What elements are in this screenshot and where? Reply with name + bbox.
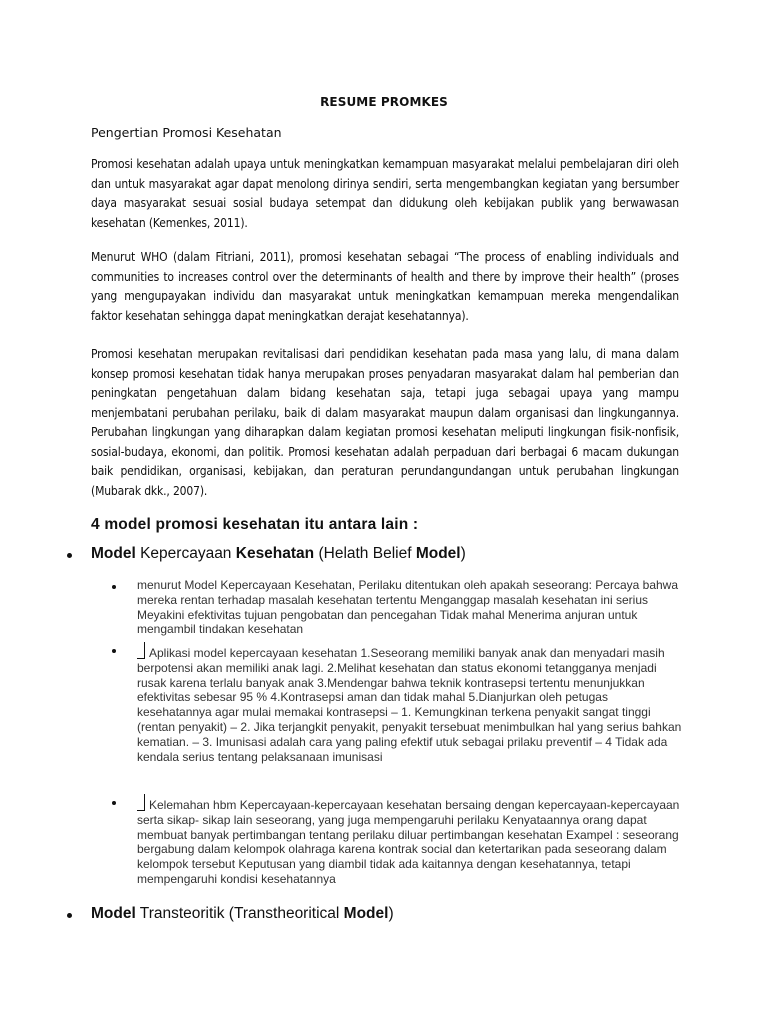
list-item-body [137, 642, 682, 764]
bracket-icon [137, 642, 145, 659]
section-subtitle: Pengertian Promosi Kesehatan [91, 125, 282, 140]
bullet-icon [67, 913, 72, 918]
model-word-bold: Model [415, 545, 461, 562]
list-item-body [137, 794, 682, 887]
bullet-icon [112, 585, 116, 589]
model-word-bold: Model [343, 905, 389, 922]
model-heading-text [91, 905, 394, 923]
model-word: Transteoritik (Transtheoritical [135, 905, 344, 922]
model-word: ) [460, 545, 466, 562]
paragraph-1: Promosi kesehatan adalah upaya untuk meningkatkan kemampuan masyarakat melalui pembelajaran diri oleh dan untuk masyarakat agar dapat menolong dirinya sendiri, serta mengembangkan kegiatan yang bersumber daya masyarakat sesuai sosial budaya setempat dan didukung oleh kebijakan publik yang berwawasan kesehatan (Kemenkes, 2011). [91, 157, 679, 230]
model-word-bold: Model [91, 905, 136, 922]
list-item-text: Kelemahan hbm Kepercayaan-kepercayaan kesehatan bersaing dengan kepercayaan-kepercayaan serta sikap- sikap lain seseorang, yang juga mempengaruhi perilaku Kenyataannya orang dapat membuat banyak pertimbangan tentang perilaku diluar pertimbangan kesehatan Exampel : seseorang bergabung dalam kelompok olahraga karena kontrak social dan ketertarikan pada seseorang dalam kelompok tersebut Keputusan yang diambil tidak ada kaitannya dengan kesehatannya, tetapi mempengaruhi kondisi kesehatannya [137, 798, 680, 886]
model-word: Kepercayaan [135, 545, 236, 562]
paragraph-2: Menurut WHO (dalam Fitriani, 2011), promosi kesehatan sebagai “The process of enabling individuals and communities to increases control over the determinants of health and there by improve their health” (proses yang mengupayakan individu dan masyarakat untuk meningkatkan kemampuan mereka mengendalikan faktor kesehatan sehingga dapat meningkatkan derajat kesehatannya). [91, 250, 679, 323]
model-word: (Helath Belief [314, 545, 416, 562]
model-heading-text [91, 545, 466, 563]
model-word: ) [388, 905, 394, 922]
document-title: RESUME PROMKES [320, 95, 448, 109]
bracket-icon [137, 794, 145, 811]
model-word-bold: Kesehatan [235, 545, 315, 562]
list-item-text: Aplikasi model kepercayaan kesehatan 1.Seseorang memiliki banyak anak dan menyadari masih berpotensi akan memiliki anak lagi. 2.Melihat kesehatan dan status ekonomi tetangganya menjadi rusak karena terlalu banyak anak 3.Mendengar bahwa teknik kontrasepsi tertentu menunjukkan efektivitas sebesar 95 % 4.Kontrasepsi aman dan tidak mahal 5.Dianjurkan oleh petugas kesehatannya agar mulai memakai kontrasepsi – 1. Kemungkinan terkena penyakit sangat tinggi (rentan penyakit) – 2. Jika terjangkit penyakit, penyakit tersebuat menimbulkan hal yang serius bahkan kematian. – 3. Imunisasi adalah cara yang paling efektif utuk sebagai prilaku preventif – 4 Tidak ada kendala serius tentang pelaksanaan imunisasi [137, 646, 682, 764]
paragraph-3: Promosi kesehatan merupakan revitalisasi dari pendidikan kesehatan pada masa yang lalu, di mana dalam konsep promosi kesehatan tidak hanya merupakan proses penyadaran masyarakat dalam hal pemberian dan peningkatan pengetahuan dalam bidang kesehatan saja, tetapi juga sebagai upaya yang mampu menjembatani perubahan perilaku, baik di dalam masyarakat maupun dalam organisasi dan lingkungannya. Perubahan lingkungan yang diharapkan dalam kegiatan promosi kesehatan meliputi lingkungan fisik-nonfisik, sosial-budaya, ekonomi, dan politik. Promosi kesehatan adalah perpaduan dari berbagai 6 macam dukungan baik pendidikan, organisasi, kebijakan, dan peraturan perundangundangan untuk perubahan lingkungan (Mubarak dkk., 2007). [91, 347, 679, 498]
list-item-text: menurut Model Kepercayaan Kesehatan, Perilaku ditentukan oleh apakah seseorang: Percaya bahwa mereka rentan terhadap masalah kesehatan tertentu Menganggap masalah kesehatan ini serius Meyakini efektivitas tujuan pengobatan dan pencegahan Tidak mahal Menerima anjuran untuk mengambil tindakan kesehatan [137, 578, 679, 637]
bullet-icon [112, 649, 116, 653]
models-heading: 4 model promosi kesehatan itu antara lain : [91, 516, 419, 533]
bullet-icon [112, 801, 116, 805]
model-word-bold: Model [91, 545, 136, 562]
bullet-icon [67, 553, 72, 558]
